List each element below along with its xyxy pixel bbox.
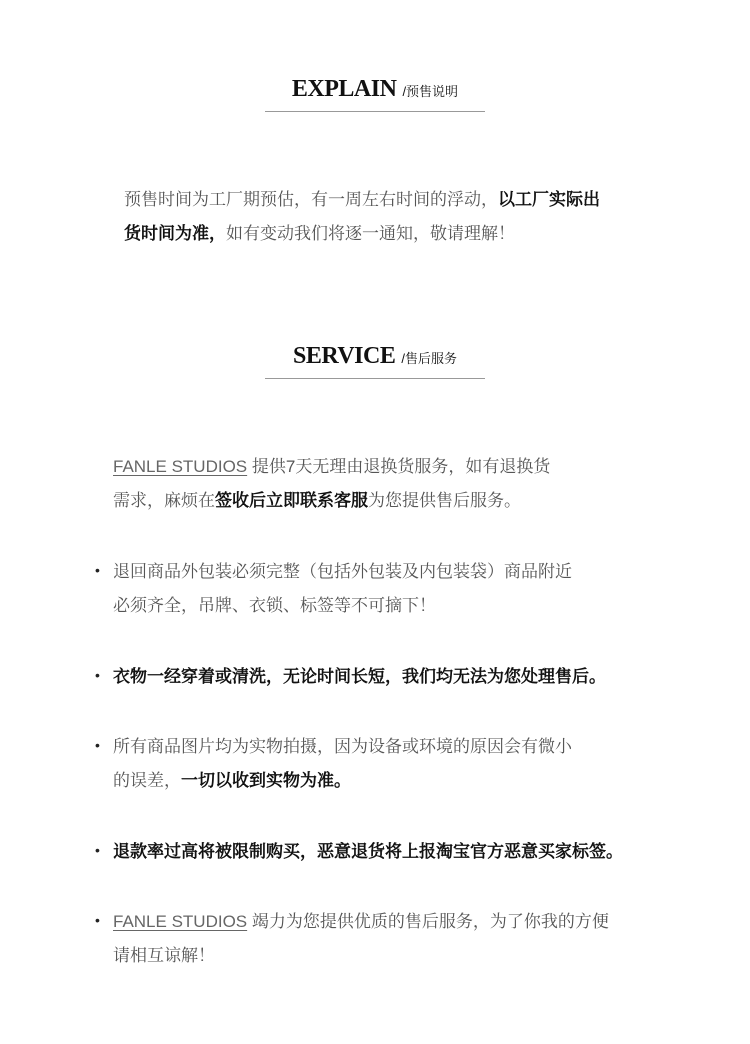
service-intro-line-1 [113,450,673,484]
brand-name: FANLE STUDIOS [113,457,248,476]
service-intro-line2-end: 为您提供售后服务。 [368,491,521,510]
explain-line2-text: 如有变动我们将逐一通知，敬请理解！ [226,224,515,243]
bullet-icon: • [95,912,100,928]
bullet-2-line-1: 衣物一经穿着或清洗，无论时间长短，我们均无法为您处理售后。 [113,667,606,686]
service-divider [265,378,485,379]
service-intro-line1-text: 提供7天无理由退换货服务，如有退换货 [247,457,551,476]
bullet-3-line2-bold: 一切以收到实物为准。 [181,771,351,790]
bullet-5-line-2: 请相互谅解！ [113,946,215,965]
bullet-1-line-2: 必须齐全，吊牌、衣锁、标签等不可摘下！ [113,596,436,615]
bullet-5-line-1 [113,905,609,939]
bullet-icon: • [95,667,100,683]
explain-subtitle: /预售说明 [402,84,459,99]
bullet-3-line-2 [113,764,351,798]
explain-line1-bold: 以工厂实际出 [498,190,600,209]
explain-header [0,76,750,112]
bullet-3-line-1: 所有商品图片均为实物拍摄，因为设备或环境的原因会有微小 [113,737,572,756]
explain-line1-text: 预售时间为工厂期预估，有一周左右时间的浮动， [124,190,498,209]
bullet-3-line2-text: 的误差， [113,771,181,790]
bullet-1-line-1: 退回商品外包装必须完整（包括外包装及内包装袋）商品附近 [113,562,572,581]
bullet-4-line-1: 退款率过高将被限制购买，恶意退货将上报淘宝官方恶意买家标签。 [113,842,623,861]
service-intro-line-2 [113,484,673,518]
service-intro-line2-bold: 签收后立即联系客服 [215,491,368,510]
explain-divider [265,111,485,112]
explain-line-1 [124,183,664,217]
explain-paragraph [124,183,664,251]
service-title: SERVICE [293,343,396,369]
bullet-icon: • [95,737,100,753]
service-intro [113,450,673,518]
bullet-5-line1-text: 竭力为您提供优质的售后服务，为了你我的方便 [247,912,609,931]
service-subtitle: /售后服务 [401,351,457,366]
brand-name: FANLE STUDIOS [113,912,248,931]
explain-line-2 [124,217,664,251]
service-header [0,343,750,379]
explain-title: EXPLAIN [291,76,397,102]
service-intro-line2-text: 需求，麻烦在 [113,491,215,510]
bullet-icon: • [95,842,100,858]
bullet-icon: • [95,562,100,578]
explain-line2-bold: 货时间为准， [124,224,226,243]
